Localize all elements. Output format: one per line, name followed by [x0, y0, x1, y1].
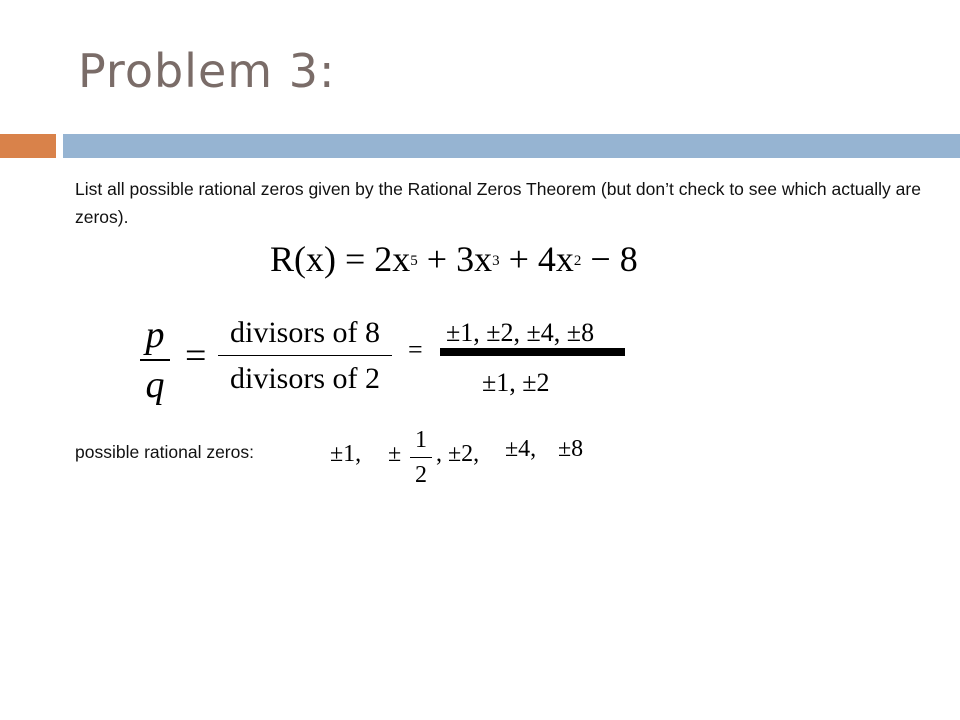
fraction-rule: [218, 355, 392, 356]
fraction-rule-bold: [440, 348, 625, 356]
eq-exp-2: 2: [573, 253, 582, 269]
divisors-denominator: divisors of 2: [230, 362, 380, 395]
zero-pm4: ±4,: [505, 436, 537, 462]
zero-pm2: ±2,: [448, 441, 480, 467]
zero-pm8: ±8: [558, 436, 584, 462]
accent-bar-right: [63, 134, 960, 158]
half-comma: ,: [436, 441, 442, 467]
page-title: Problem 3:: [78, 44, 336, 98]
eq-exp-5: 5: [410, 253, 418, 269]
fraction-p: p: [145, 314, 165, 356]
half-denominator: 2: [415, 462, 427, 488]
eq-term4: − 8: [581, 239, 638, 279]
fraction-divisors: [218, 315, 392, 398]
divisor-values-denominator: ±1, ±2: [482, 368, 550, 397]
fraction-q: q: [145, 364, 165, 406]
fraction-rule: [140, 359, 170, 361]
divisor-values-numerator: ±1, ±2, ±4, ±8: [446, 318, 595, 347]
zeros-label: possible rational zeros:: [75, 442, 254, 462]
zero-pm1: ±1,: [330, 441, 362, 467]
equals-sign-small: =: [408, 335, 423, 364]
eq-lhs: R(x) = 2x: [270, 239, 411, 279]
eq-term2: + 3x: [417, 239, 493, 279]
function-equation: [270, 238, 638, 280]
equals-sign: =: [185, 335, 207, 377]
eq-exp-3: 3: [492, 253, 500, 269]
half-sign: ±: [388, 441, 402, 467]
divisors-numerator: divisors of 8: [230, 316, 380, 349]
accent-bar-left: [0, 134, 56, 158]
fraction-rule: [410, 457, 432, 458]
instruction-text: List all possible rational zeros given by the Rational Zeros Theorem (but don’t check to see which actually are zeros).: [75, 179, 921, 227]
half-numerator: 1: [415, 427, 427, 453]
eq-term3: + 4x: [499, 239, 574, 279]
half-fraction: [410, 425, 432, 490]
fraction-p-over-q: [140, 315, 170, 405]
